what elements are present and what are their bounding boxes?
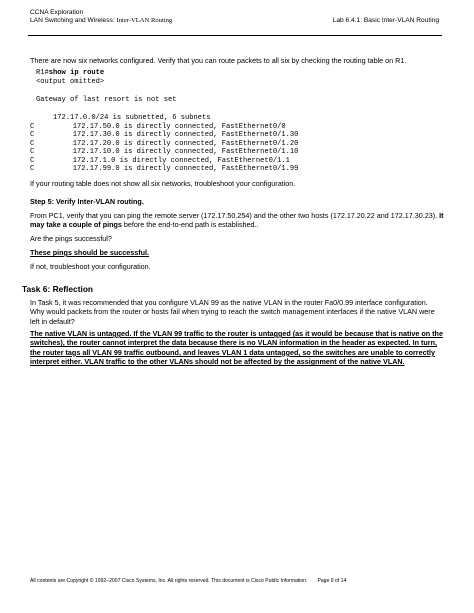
troubleshoot-note: If your routing table does not show all six networks, troubleshoot your configuration.	[30, 179, 296, 188]
step-instructions: From PC1, verify that you can ping the remote server (172.17.50.254) and the other two hosts (172.17.20.22 and 172.17.30.23). It may take a couple of pings before the end-to-end path is established..	[30, 211, 444, 230]
step-note: If not, troubleshoot your configuration.	[30, 262, 151, 271]
header-divider	[28, 35, 442, 36]
cli-omitted: <output omitted>	[36, 78, 105, 86]
route-row: C 172.17.99.0 is directly connected, FastEthernet0/1.99	[30, 165, 299, 173]
task-question: In Task 5, it was recommended that you configure VLAN 99 as the native VLAN in the router Fa0/0.99 interface configuration. Why would packets from the router or hosts fail when trying to reach the switch management interfaces if the native VLAN were left in default?	[30, 298, 435, 326]
page-footer: All contents are Copyright © 1992–2007 Cisco Systems, Inc. All rights reserved. This document is Cisco Public Information. Page 9 of 14	[30, 578, 347, 584]
cli-command: R1#show ip route	[36, 69, 105, 77]
task-answer: The native VLAN is untagged. If the VLAN 99 traffic to the router is untagged (as it would be because that is native on the switches), the router cannot interpret the data because there is no VLAN information in the header as expected. In turn, the router tags all VLAN 99 traffic outbound, and leaves VLAN 1 data untagged, so the switches are unable to correctly interpret either. VLAN traffic to the other VLANs should not be affected by the assignment of the native VLAN.	[30, 329, 443, 367]
module-title: LAN Switching and Wireless: Inter-VLAN Routing	[30, 17, 173, 25]
step-question: Are the pings successful?	[30, 234, 112, 243]
task-heading: Task 6: Reflection	[22, 284, 94, 294]
course-title: CCNA Exploration	[30, 9, 84, 16]
page-header-left	[30, 9, 172, 26]
route-row: C 172.17.50.0 is directly connected, FastEthernet0/0	[30, 122, 286, 131]
cli-subnet-line: 172.17.0.0/24 is subnetted, 6 subnets	[36, 114, 211, 122]
route-row: C 172.17.20.0 is directly connected, FastEthernet0/1.20	[30, 139, 299, 148]
page-number: Page 9 of 14	[317, 578, 347, 584]
route-row: C 172.17.1.0 is directly connected, FastEthernet0/1.1	[30, 156, 290, 165]
intro-paragraph: There are now six networks configured. Verify that you can route packets to all six by checking the routing table on R1.	[30, 56, 407, 65]
step-heading: Step 5: Verify Inter-VLAN routing.	[30, 197, 144, 206]
route-row: C 172.17.30.0 is directly connected, FastEthernet0/1.30	[30, 131, 299, 139]
lab-title: Lab 6.4.1: Basic Inter-VLAN Routing	[332, 17, 439, 25]
route-row: C 172.17.10.0 is directly connected, FastEthernet0/1.10	[30, 148, 299, 156]
cli-gateway: Gateway of last resort is not set	[36, 96, 177, 104]
step-answer: These pings should be successful.	[30, 248, 150, 257]
